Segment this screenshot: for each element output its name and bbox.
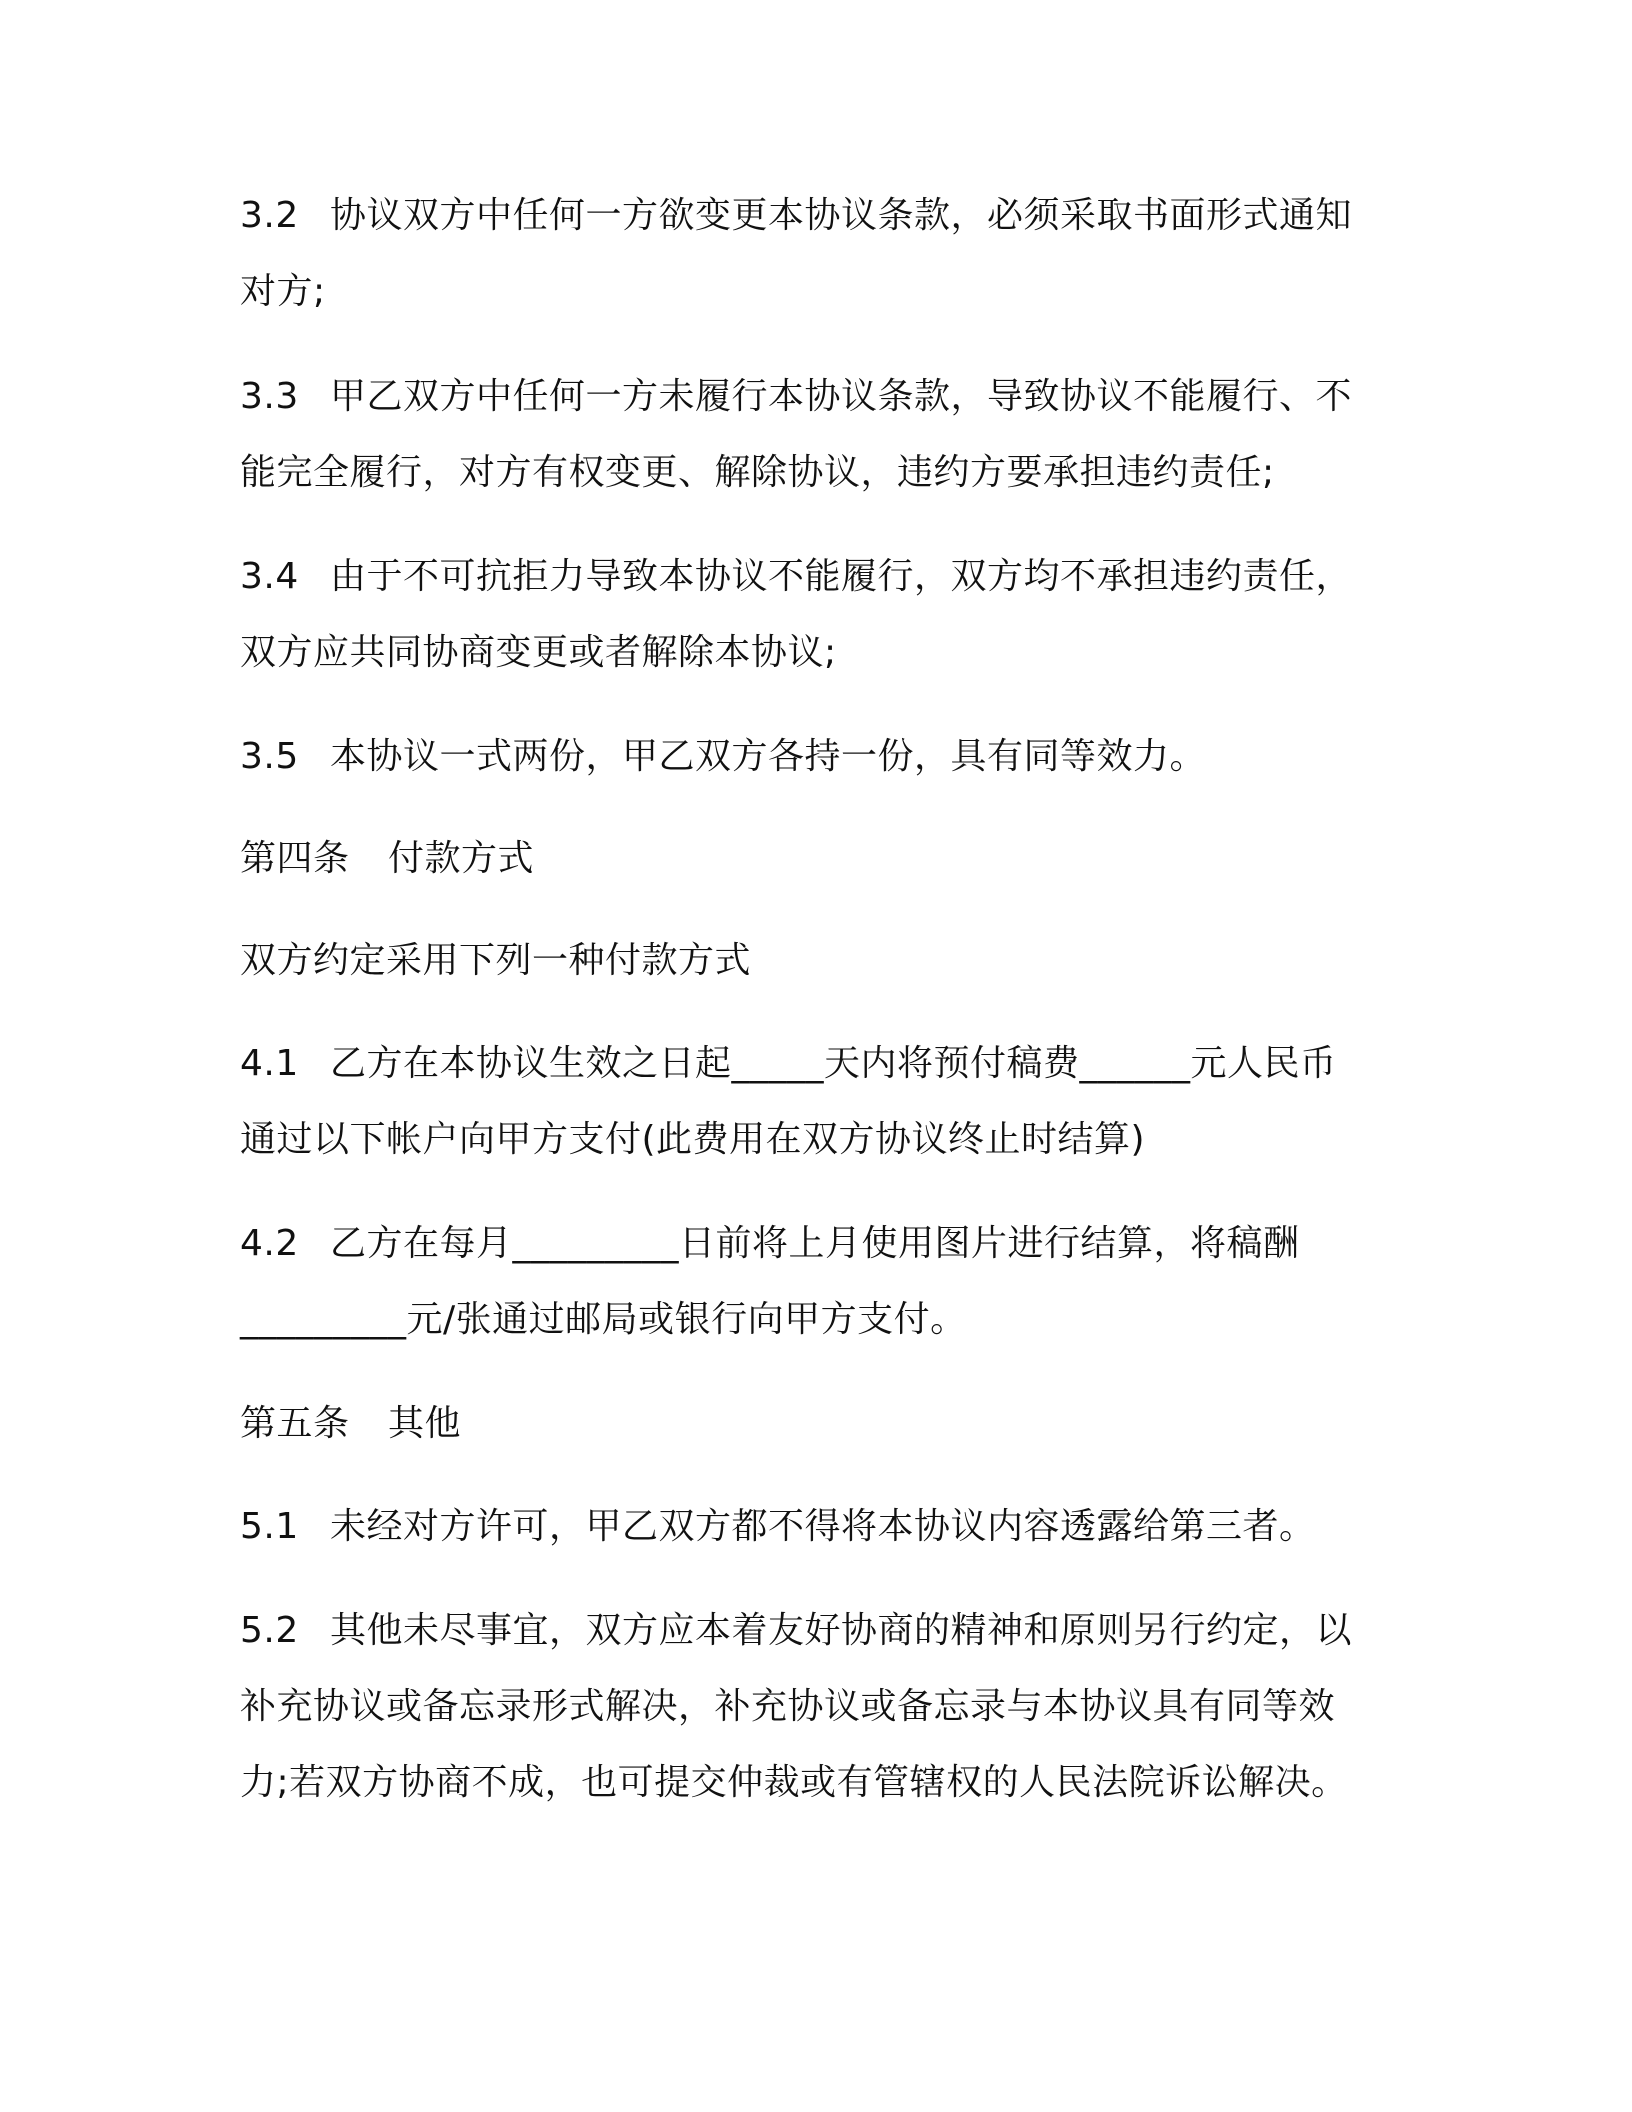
clause-5-2-line-1 [240, 1607, 1440, 1655]
clause-4-1-line-1 [240, 1040, 1440, 1088]
clause-3-2-line-2: 对方; [240, 271, 326, 312]
clause-3-4-line-1 [240, 553, 1440, 601]
clause-number: 3.2 [240, 195, 299, 236]
clause-number: 5.2 [240, 1610, 299, 1651]
clause-text: 乙方在每月_________日前将上月使用图片进行结算，将稿酬 [330, 1223, 1300, 1264]
clause-5-2-line-2: 补充协议或备忘录形式解决，补充协议或备忘录与本协议具有同等效 [240, 1686, 1336, 1727]
clause-4-2-line-1 [240, 1220, 1440, 1268]
clause-text: 协议双方中任何一方欲变更本协议条款，必须采取书面形式通知 [330, 195, 1353, 236]
clause-text: 其他未尽事宜，双方应本着友好协商的精神和原则另行约定，以 [330, 1610, 1353, 1651]
clause-number: 5.1 [240, 1506, 299, 1547]
clause-text: 本协议一式两份，甲乙双方各持一份，具有同等效力。 [330, 736, 1207, 777]
article-4-heading [240, 835, 1440, 883]
article-number: 第四条 [240, 838, 350, 879]
clause-number: 3.4 [240, 556, 299, 597]
article-4-intro: 双方约定采用下列一种付款方式 [240, 940, 752, 981]
article-number: 第五条 [240, 1403, 350, 1444]
article-title: 付款方式 [388, 838, 535, 879]
clause-5-1-line-1 [240, 1503, 1440, 1551]
clause-3-5-line-1 [240, 733, 1440, 781]
clause-3-3-line-2: 能完全履行，对方有权变更、解除协议，违约方要承担违约责任; [240, 452, 1275, 493]
clause-4-2-line-2: _________元/张通过邮局或银行向甲方支付。 [240, 1299, 967, 1340]
article-5-heading [240, 1400, 1440, 1448]
clause-4-1-line-2: 通过以下帐户向甲方支付(此费用在双方协议终止时结算) [240, 1119, 1146, 1160]
clause-3-3-line-1 [240, 373, 1440, 421]
clause-number: 4.1 [240, 1043, 299, 1084]
clause-3-4-line-2: 双方应共同协商变更或者解除本协议; [240, 632, 837, 673]
clause-text: 未经对方许可，甲乙双方都不得将本协议内容透露给第三者。 [330, 1506, 1316, 1547]
clause-5-2-line-3: 力;若双方协商不成，也可提交仲裁或有管辖权的人民法院诉讼解决。 [240, 1762, 1348, 1803]
clause-text: 甲乙双方中任何一方未履行本协议条款，导致协议不能履行、不 [330, 376, 1353, 417]
clause-3-2-line-1 [240, 192, 1440, 240]
clause-number: 4.2 [240, 1223, 299, 1264]
clause-number: 3.3 [240, 376, 299, 417]
clause-number: 3.5 [240, 736, 299, 777]
clause-text: 乙方在本协议生效之日起_____天内将预付稿费______元人民币 [330, 1043, 1337, 1084]
article-title: 其他 [388, 1403, 462, 1444]
clause-text: 由于不可抗拒力导致本协议不能履行，双方均不承担违约责任， [330, 556, 1353, 597]
